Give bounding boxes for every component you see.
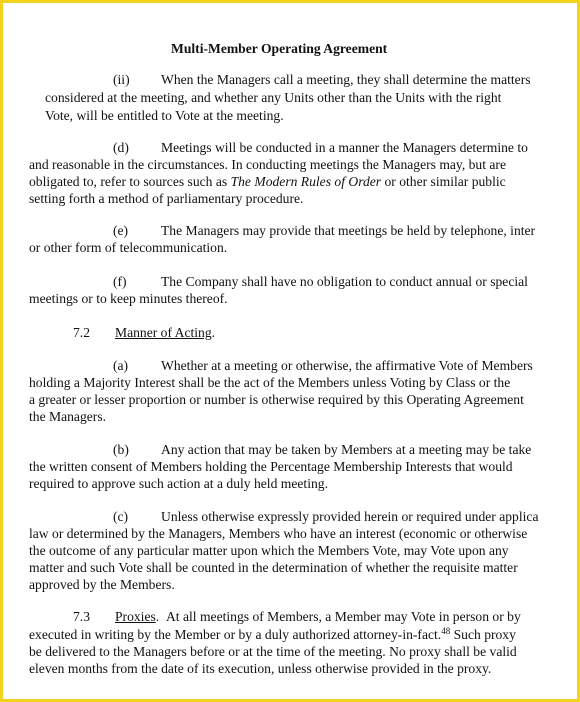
paragraph-b-line-1 [113, 441, 531, 458]
section-7-3-line-1 [73, 608, 521, 625]
section-title: Manner of Acting [115, 325, 212, 340]
paragraph-text: Unless otherwise expressly provided herein or required under applica [161, 509, 539, 524]
section-7-2-heading [73, 324, 215, 341]
paragraph-e-line-2: or other form of telecommunication. [29, 240, 228, 255]
paragraph-text: The Company shall have no obligation to conduct annual or special [161, 274, 528, 289]
paragraph-c-line-5: approved by the Members. [29, 577, 175, 592]
paragraph-text: executed in writing by the Member or by a duly authorized attorney-in-fact. [29, 627, 442, 642]
paragraph-number: (ii) [113, 72, 130, 87]
section-7-3-line-3: be delivered to the Managers before or at the time of the meeting. No proxy shall be valid [29, 644, 517, 659]
section-number: 7.2 [73, 325, 90, 340]
cited-title: The Modern Rules of Order [230, 174, 382, 189]
paragraph-f-line-1 [113, 273, 528, 290]
section-title-period: . [211, 325, 216, 340]
paragraph-number: (f) [113, 274, 127, 289]
paragraph-d-line-1 [113, 139, 528, 156]
paragraph-a-line-3: a greater or lesser proportion or number is otherwise required by this Operating Agreement [29, 392, 524, 407]
paragraph-ii-line-1 [113, 71, 531, 88]
paragraph-d-line-4: setting forth a method of parliamentary procedure. [29, 191, 304, 206]
paragraph-a-line-4: the Managers. [29, 409, 107, 424]
paragraph-e-line-1 [113, 222, 535, 239]
paragraph-c-line-3: the outcome of any particular matter upon which the Members Vote, may Vote upon any [29, 543, 509, 558]
paragraph-b-line-2: the written consent of Members holding the Percentage Membership Interests that would [29, 459, 513, 474]
section-7-3-line-2 [29, 626, 516, 643]
paragraph-f-line-2: meetings or to keep minutes thereof. [29, 291, 228, 306]
paragraph-text: Such proxy [450, 627, 516, 642]
section-number: 7.3 [73, 609, 90, 624]
paragraph-text: The Managers may provide that meetings be held by telephone, inter [161, 223, 536, 238]
paragraph-text: or other similar public [381, 174, 506, 189]
paragraph-number: (b) [113, 442, 129, 457]
section-7-3-line-4: eleven months from the date of its execution, unless otherwise provided in the proxy. [29, 661, 492, 676]
paragraph-number: (e) [113, 223, 129, 238]
paragraph-a-line-1 [113, 357, 533, 374]
paragraph-c-line-2: law or determined by the Managers, Members who have an interest (economic or otherwise [29, 526, 528, 541]
paragraph-text: When the Managers call a meeting, they shall determine the matters [161, 72, 531, 87]
paragraph-d-line-3 [29, 173, 506, 190]
paragraph-text: Any action that may be taken by Members at a meeting may be take [161, 442, 532, 457]
section-title: Proxies [115, 609, 156, 624]
paragraph-c-line-1 [113, 508, 538, 525]
paragraph-c-line-4: matter and such Vote shall be counted in the determination of whether the requisite matter [29, 560, 518, 575]
paragraph-text: obligated to, refer to sources such as [29, 174, 231, 189]
section-title-period: . [155, 609, 160, 624]
paragraph-b-line-3: required to approve such action at a duly held meeting. [29, 476, 328, 491]
paragraph-text: Whether at a meeting or otherwise, the affirmative Vote of Members [161, 358, 533, 373]
paragraph-text: At all meetings of Members, a Member may Vote in person or by [165, 609, 521, 624]
paragraph-ii-line-2: considered at the meeting, and whether any Units other than the Units with the right [45, 90, 502, 105]
paragraph-number: (a) [113, 358, 129, 373]
paragraph-d-line-2: and reasonable in the circumstances. In conducting meetings the Managers may, but are [29, 157, 506, 172]
paragraph-ii-line-3: Vote, will be entitled to Vote at the meeting. [45, 108, 284, 123]
paragraph-number: (d) [113, 140, 129, 155]
paragraph-text: Meetings will be conducted in a manner the Managers determine to [161, 140, 528, 155]
paragraph-a-line-2: holding a Majority Interest shall be the act of the Members unless Voting by Class or the [29, 375, 511, 390]
page-title: Multi-Member Operating Agreement [171, 41, 388, 56]
footnote-reference[interactable]: 48 [441, 626, 451, 636]
paragraph-number: (c) [113, 509, 129, 524]
